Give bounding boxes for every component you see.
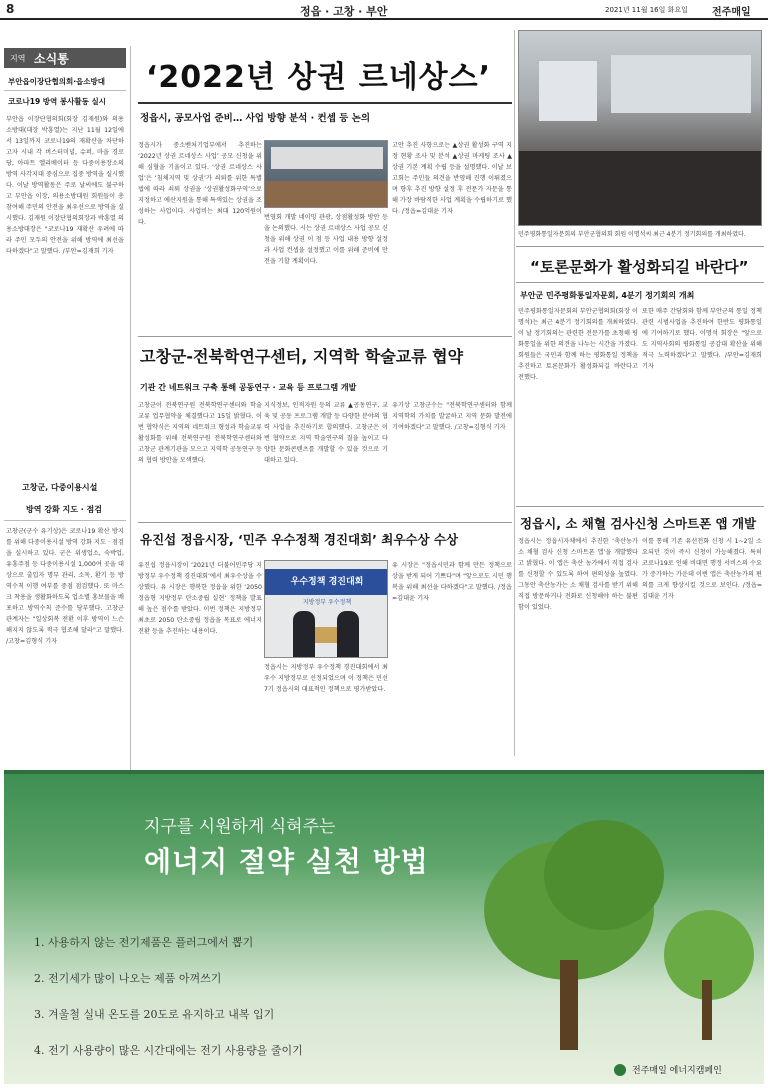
article1-text-col1: 정읍시가 중소벤처기업부에서 추진하는 ‘2022년 상권 르네상스 사업’ 공모 신청을 위해 심혈을 기울이고 있다. ‘상권 르네상스 사업’은 ‘침체지역 및 상권’가 쇠퇴를 위한 특별법에 따라 쇠퇴 상권을 ‘상권활성화구역’으로 지정하고 예산지원을 통해 특색있는 상권을 조성하는 사업이다. 사업비는 최대 120억원이다. [138,142,262,226]
person-right [337,611,359,658]
wall-screen [271,147,383,169]
sidebar-tag-box [4,48,126,68]
ad-title: 에너지 절약 실천 방법 [144,845,429,878]
campaign-badge [614,1058,764,1084]
article1-photo [264,140,388,208]
article5-text-col1: 유진섭 정읍시장이 ‘2021년 더불어민주당 지방정부 우수정책 경진대회’에서 최우수상을 수상했다. 유 시장은 행복한 정읍을 위한 ‘2050 정읍형 지방정부 탄소중립 실현’ 정책을 발표해 높은 점수를 받았다. 이번 정책은 지방정부 최초로 2050 탄소중립 정읍을 목표로 에너지 전환 등을 추진하는 내용이다. [138,562,262,635]
conference-table [265,181,388,208]
article3-subtitle: 기관 간 네트워크 구축 통해 공동연구 · 교육 등 프로그램 개발 [140,383,357,392]
article2-text-col2: 또한 매주 간담회와 함께 부안군의 통일 정책 관련 시범사업을 추진하여 한반도 평화통일에 기여하기로 했다. 이명석 회장은 "앞으로도 지역사회의 평화통일 공감대 확산을 위해 적극 노력하겠다"고 말했다. /부안=김재희 기자 [642,308,762,370]
article1-text-col2: 번영회 개발 네이밍 관광, 상점활성화 방안 등을 논의했다. 시는 상권 르네상스 사업 공모 신청을 위해 상권 이 점 등 사업 내용 방향 설정과 사업 컨셉을 설정했고 이를 위해 준비에 만전을 기할 계획이다. [264,214,388,265]
article5-title: 유진섭 정읍시장, ‘민주 우수정책 경진대회’ 최우수상 수상 [140,532,459,547]
sidebar-item2-head2: 방역 강화 지도 · 점검 [26,505,103,514]
sidebar-tag: 지역 [10,54,26,63]
sidebar-item1-head2: 코로나19 방역 봉사활동 실시 [8,97,106,106]
tree-trunk [560,960,578,1050]
sidebar-item2-head1: 고창군, 다중이용시설 [22,483,98,492]
article3-title: 고창군-전북학연구센터, 지역학 학술교류 협약 [140,347,464,366]
energy-tip-2: 2. 전기세가 많이 나오는 제품 아껴쓰기 [34,972,222,985]
tree-trunk-small [702,980,712,1040]
article5-photo [264,560,388,658]
energy-tip-3: 3. 겨울철 실내 온도를 20도로 유지하고 내복 입기 [34,1008,275,1021]
divider [138,336,512,337]
divider [4,90,126,91]
news-sidebar [4,48,126,850]
page-header [0,0,768,20]
sidebar-item1-text: 부안읍 이장단협의회(회장 김재원)와 의용소방대(대장 박흥열)는 지난 11월 12일에서 13일까지 코로나19의 재확산을 차단하고자 시내 각 버스터미널, 슈퍼, 마을 경로당, 아파트 엘리베이터 등 다중이용장소의 방역 사각지대 중심으로 집중 방역을 실시했다. 이날 방역활동은 주로 날씨에도 불구하고 부안읍 이장, 의용소방대원 회원들이 총 참여해 주민의 안전을 최우선으로 방역을 실시했다. 김재원 이장단협의회장과 박흥열 의용소방대장은 "코로나19 재확산 우려에 따라 주민 모두의 안전을 위해 방역에 최선을 다하겠다"고 말했다. /부안=김재희 기자 [6,116,124,255]
article4-title: 정읍시, 소 채혈 검사신청 스마트폰 앱 개발 [520,516,757,531]
column-divider [130,46,131,854]
ad-headline: 지구를 시원하게 식혀주는 [144,817,336,837]
issue-date: 2021년 11월 16일 화요일 [605,6,688,14]
article2-title: “토론문화가 활성화되길 바란다” [530,258,749,276]
energy-tip-4: 4. 전기 사용량이 많은 시간대에는 전기 사용량을 줄이기 [34,1044,303,1057]
article1-text-col3: 고안 추진 사항으로는 ▲상권 활성화 구역 지정 현황 조사 및 분석 ▲상권 마케팅 조사 ▲상권 기본 계획 수립 등을 설명했다. 이날 보고회는 주민들 의견을 반영해 진행 이뤄졌으며 향후 추진 방향 설정 후 전문가 자문을 통해 가장 바람직한 사업 계획을 수립하기로 했다. /정읍=김대윤 기자 [392,142,512,215]
award-plaque [315,627,337,643]
paper-name: 전주매일 [712,7,751,18]
photo-subbanner: 지방정부 우수정책 [302,599,352,606]
article3-text-col1: 고창군이 전북연구원 전북학연구센터와 학술교류 업무협약을 체결했다고 15일 밝혔다. 이번 협약식은 지역의 네트워크 형성과 학술교류 활성화를 위해 전북연구원 전북학연구센터와 고창군 관계기관을 모으고 지역학 공동연구 등의 협력 방안을 모색했다. [138,402,262,464]
tree-illustration [464,810,764,1070]
section-title: 정읍 · 고창 · 부안 [300,5,388,18]
sidebar-item1-head1: 부안읍이장단협의회·읍소방대 [8,77,106,86]
divider [4,520,126,521]
divider [516,282,764,283]
divider [516,506,764,507]
column-divider [514,30,515,756]
article5-text-col2: 정읍시는 지방정부 우수정책 경진대회에서 최우수 지방정부로 선정되었으며 이 정책은 민선7기 정읍시의 대표적인 정책으로 평가받았다. [264,664,388,693]
sidebar-item2-text: 고창군(군수 유기상)은 코로나19 확산 방지를 위해 다중이용시설 방역 강화 지도 · 점검을 실시하고 있다. 군은 위생업소, 숙박업, 유흥주점 등 다중이용시설 1,000여 곳을 대상으로 출입자 명부 관리, 소독, 환기 등 방역수칙 이행 여부를 중점 점검했다. 또 마스크 착용을 생활화하도록 업소별 홍보물을 배포하고 방역수칙 준수를 당부했다. 고창군 관계자는 "일상회복 전환 이후 방역이 느슨해지지 않도록 적극 협조해 달라"고 말했다. /고창=김형식 기자 [6,528,124,645]
ad-top-border [4,770,764,774]
banner-left [539,61,597,121]
article3-text-col3: 유기상 고창군수는 "전북학연구센터와 함께 지역학의 가치를 발굴하고 지역 문화 발전에 기여하겠다"고 말했다. /고창=김형식 기자 [392,402,512,431]
article3-text-col2: 지식정보, 인적자원 등의 교류 ▲공동연구, 교육 및 공동 프로그램 개발 등 다양한 분야의 협력 사업을 추진하기로 합의했다. 고창군은 이번 협약으로 지역 학술연구의 질을 높이고 다양한 문화콘텐츠를 개발할 수 있을 것으로 기대하고 있다. [264,402,388,464]
article4-text-col1: 정읍시는 정읍시자체에서 추진한 ‘축산농가 소 채혈 검사 신청 스마트폰 앱’을 개발했다고 밝혔다. 이 앱은 축산 농가에서 직접 검사를 신청할 수 있도록 하여 편의성을 높였다. 그동안 축산농가는 소 채혈 검사를 받기 위해 직접 방문하거나 전화로 신청해야 하는 불편함이 있었다. [518,538,638,611]
article2-text-col1: 민주평화통일자문회의 부안군협의회(회장 이명석)는 최근 4분기 정기회의를 개최하였다. 이 날 정기회의는 관련한 전문가를 초청해 평화통일을 위한 의견을 나누는 시간을 가졌다. 회원들은 국민과 함께 하는 평화통일 정책을 추진하고 토론문화가 활성화되길 바란다고 전했다. [518,308,638,381]
person-left [293,611,315,658]
photo-banner: 우수정책 경진대회 [265,569,388,595]
campaign-text: 전주매일 에너지캠페인 [632,1066,722,1076]
article5-text-col3: 유 시장은 "정읍시민과 함께 만든 정책으로 상을 받게 되어 기쁘다"며 "앞으로도 시민 행복을 위해 최선을 다하겠다"고 말했다. /정읍=김대윤 기자 [392,562,512,602]
article2-subtitle: 부안군 민주평화통일자문회, 4분기 정기회의 개최 [520,291,695,300]
tree-crown-top [544,820,664,930]
audience [519,151,762,226]
article4-text-col2: 이를 통해 기존 유선전화 신청 시 1~2일 소요되던 것이 즉시 신청이 가능해졌다. 특히 코로나19로 인해 비대면 행정 서비스의 수요가 증가하는 가운데 이번 앱은 축산농가의 편의를 크게 향상시킬 것으로 보인다. /정읍=김대윤 기자 [642,538,762,600]
article1-subtitle: 정읍시, 공모사업 준비… 사업 방향 분석 · 컨셉 등 논의 [140,113,371,124]
sidebar-title: 소식통 [34,52,69,66]
divider [138,522,512,523]
energy-ad [4,770,764,1084]
energy-tip-1: 1. 사용하지 않는 전기제품은 플러그에서 뽑기 [34,936,254,949]
article2-photo-caption: 민주평화통일자문회의 부안군협의회 회원 이명석씨 최근 4분기 정기회의를 개최하였다. [518,231,746,238]
campaign-dot-icon [614,1064,626,1076]
page-number: 8 [6,2,15,16]
article1-title: ‘2022년 상권 르네상스’ [146,60,492,95]
article2-photo [518,30,762,226]
divider [516,246,764,247]
divider [138,102,512,104]
banner-right [611,55,751,113]
